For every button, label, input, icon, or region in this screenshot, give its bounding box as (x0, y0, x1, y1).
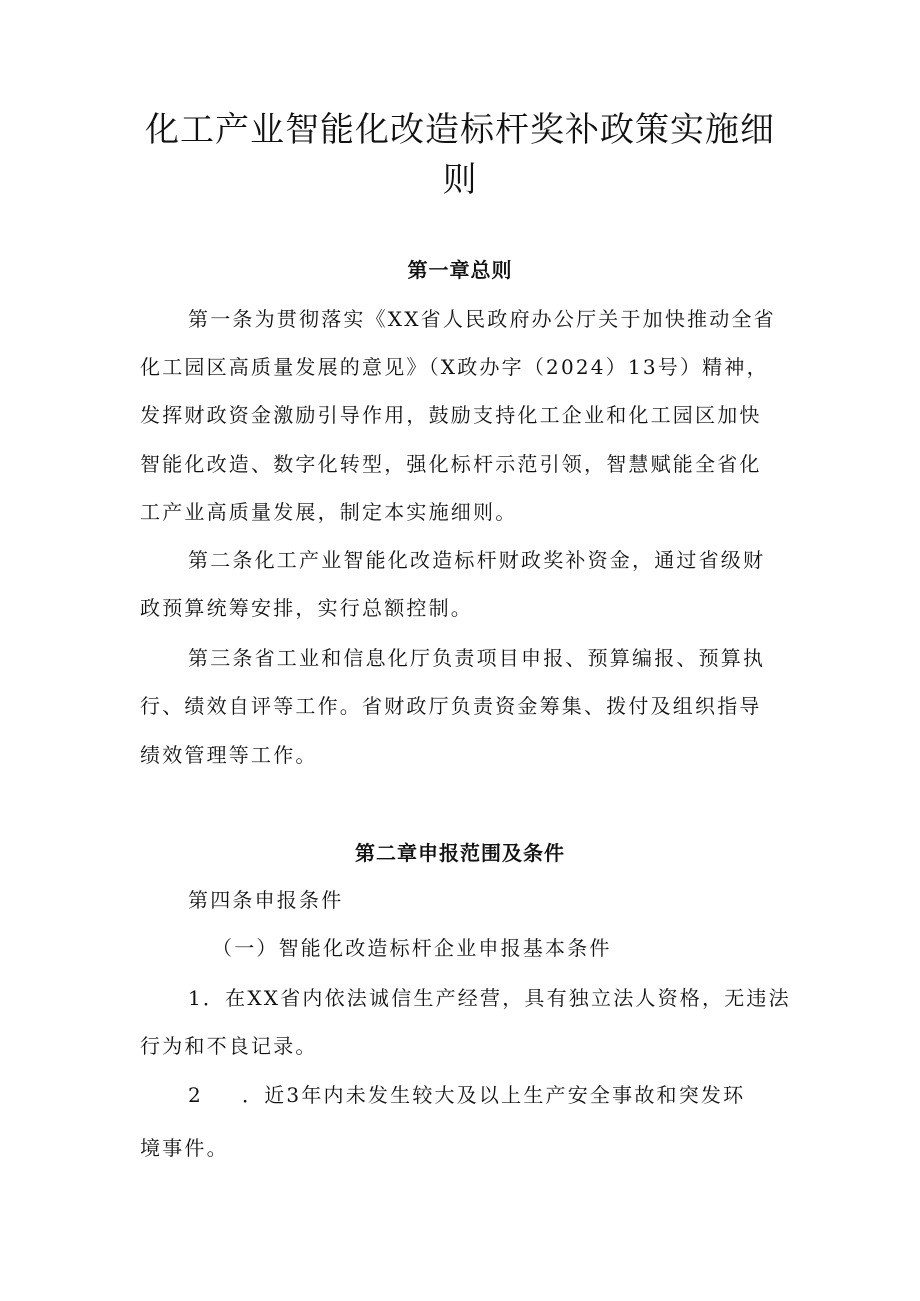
document-title-line-1: 化工产业智能化改造标杆奖补政策实施细 (145, 110, 775, 150)
article-3-line: 第三条省工业和信息化厅负责项目申报、预算编报、预算执 (188, 646, 766, 670)
article-3-line: 绩效管理等工作。 (140, 743, 318, 767)
article-2-line: 政预算统筹安排，实行总额控制。 (140, 596, 473, 620)
article-4-heading: 第四条申报条件 (188, 888, 344, 912)
item-1-line: 1．在XX省内依法诚信生产经营，具有独立法人资格，无违法 (188, 986, 791, 1010)
article-1-line: 工产业高质量发展，制定本实施细则。 (140, 500, 518, 524)
article-1-line: 第一条为贯彻落实《XX省人民政府办公厅关于加快推动全省 (188, 307, 776, 331)
item-2-line: 境事件。 (140, 1136, 229, 1160)
item-2-line: ．近3年内未发生较大及以上生产安全事故和突发环 (242, 1083, 746, 1107)
article-3-line: 行、绩效自评等工作。省财政厅负责资金筹集、拨付及组织指导 (140, 694, 762, 718)
item-2-number: 2 (188, 1083, 203, 1107)
article-2-line: 第二条化工产业智能化改造标杆财政奖补资金，通过省级财 (188, 548, 766, 572)
document-title-line-2: 则 (442, 160, 478, 200)
item-1-line: 行为和不良记录。 (140, 1034, 318, 1058)
article-1-line: 化工园区高质量发展的意见》（X政办字（2024）13号）精神， (140, 355, 769, 379)
article-1-line: 发挥财政资金激励引导作用，鼓励支持化工企业和化工园区加快 (140, 403, 762, 427)
chapter-2-heading: 第二章申报范围及条件 (355, 841, 565, 865)
chapter-1-heading: 第一章总则 (407, 258, 513, 282)
subsection-1-heading: （一）智能化改造标杆企业申报基本条件 (212, 936, 612, 960)
article-1-line: 智能化改造、数字化转型，强化标杆示范引领，智慧赋能全省化 (140, 452, 762, 476)
